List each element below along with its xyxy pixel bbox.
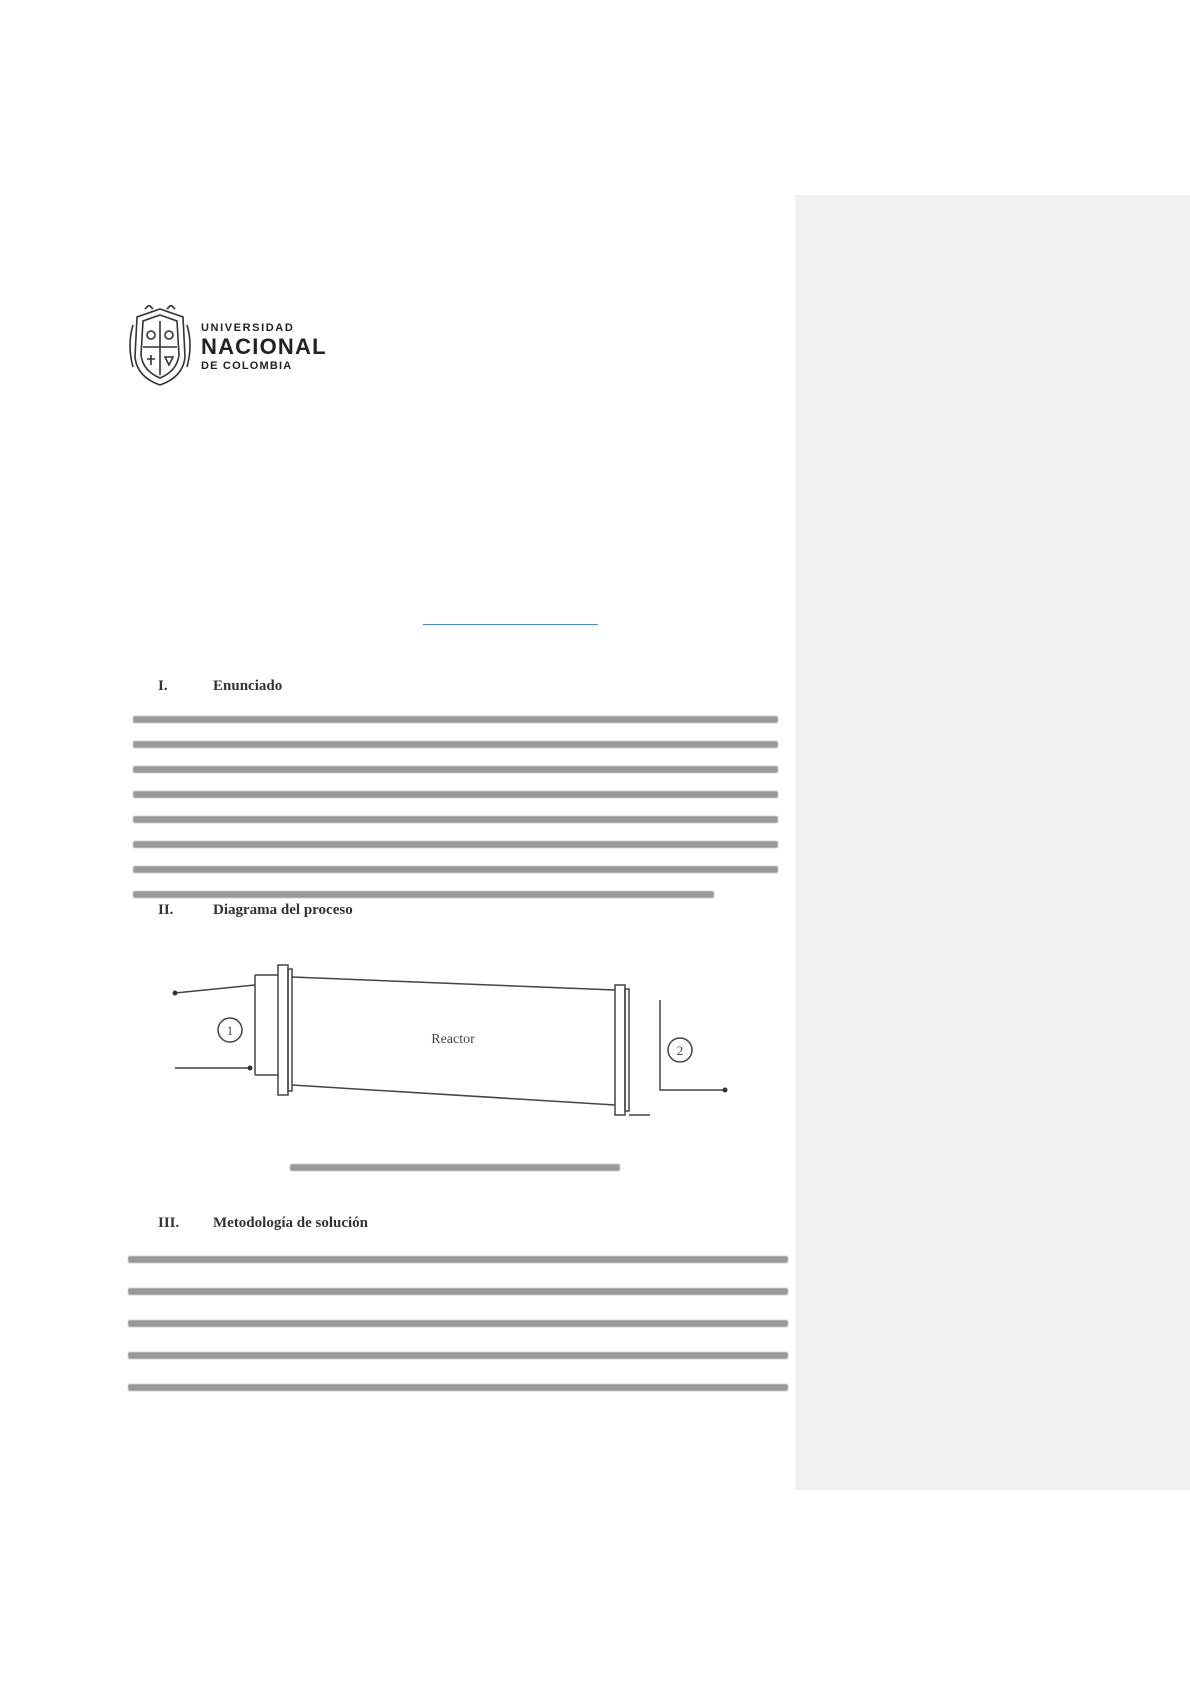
section-number: I. <box>158 678 168 694</box>
comment-pane <box>795 195 1190 1490</box>
university-crest-icon <box>125 305 195 389</box>
diagram-center-label: Reactor <box>431 1032 475 1047</box>
section-title: Enunciado <box>213 678 283 694</box>
statement-paragraph <box>133 710 778 910</box>
section-title: Metodología de solución <box>213 1215 369 1231</box>
logo-colombia-label: DE COLOMBIA <box>201 360 293 372</box>
figure-caption <box>290 1160 620 1175</box>
methodology-paragraph <box>128 1250 788 1410</box>
section-number: II. <box>158 902 174 918</box>
logo-university-label: UNIVERSIDAD <box>201 322 295 334</box>
section-title: Diagrama del proceso <box>213 902 353 918</box>
process-diagram <box>160 955 750 1130</box>
logo-national-label: NACIONAL <box>201 334 327 359</box>
section-number: III. <box>158 1215 180 1231</box>
hyperlink-underline[interactable] <box>423 624 598 625</box>
university-logo <box>125 305 335 389</box>
stream-out-label: 2 <box>676 1043 684 1058</box>
stream-in-label: 1 <box>226 1023 234 1038</box>
